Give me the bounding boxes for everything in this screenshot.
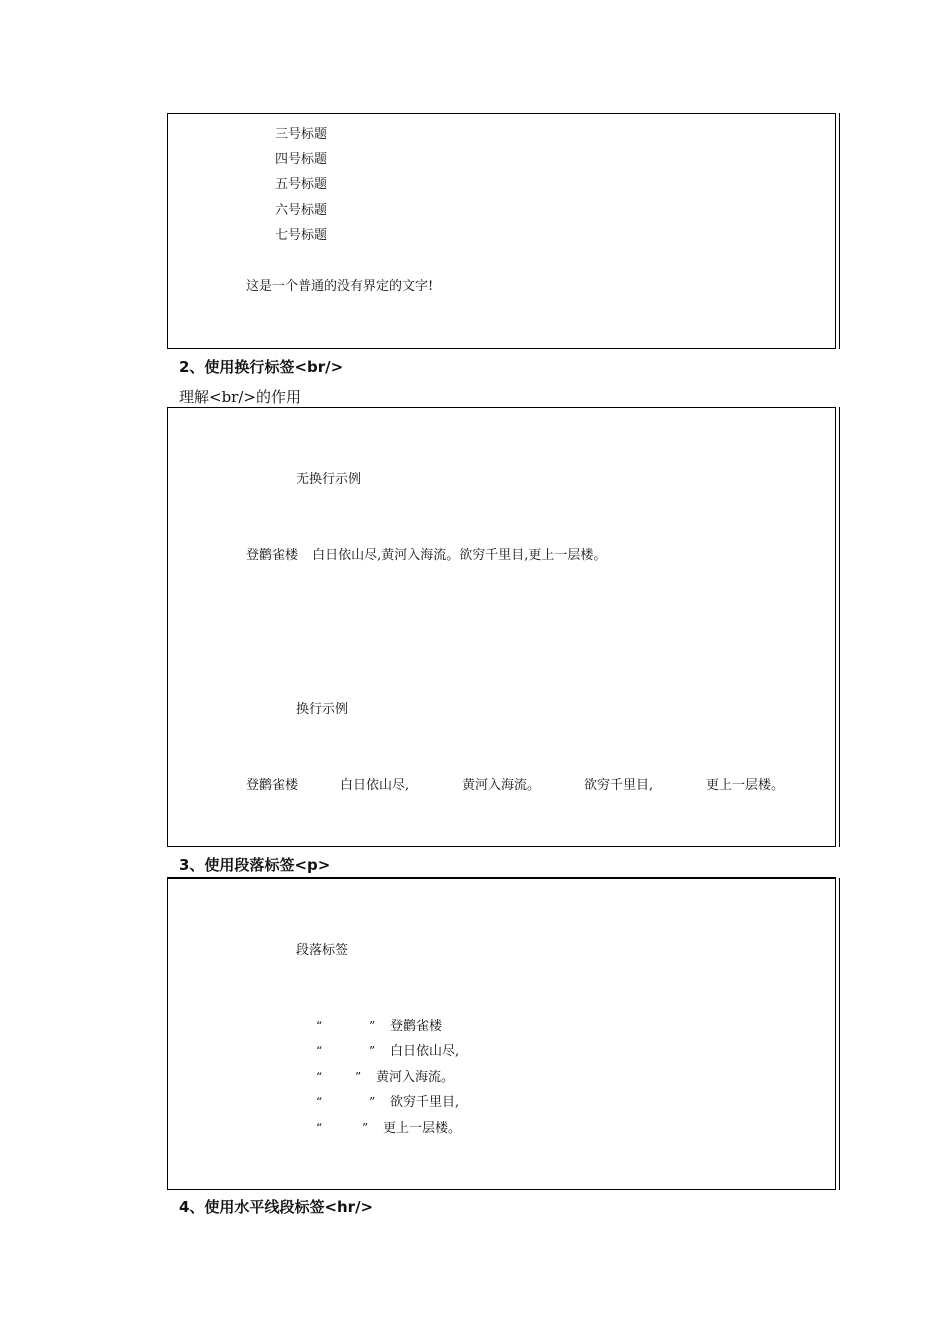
heading-3: 三号标题 — [275, 127, 328, 142]
open-quote-4: “ — [316, 1095, 323, 1109]
heading-7: 七号标题 — [275, 228, 328, 243]
break-line-5: 更上一层楼。 — [706, 778, 785, 793]
section-3-title: 3、使用段落标签<p> — [179, 856, 331, 874]
close-quote-1: ” — [369, 1019, 376, 1033]
section-2-title: 2、使用换行标签<br/> — [179, 358, 344, 376]
break-line-1: 登鹳雀楼 — [246, 778, 299, 793]
close-quote-2: ” — [369, 1044, 376, 1058]
paragraph-line-1: 登鹳雀楼 — [390, 1019, 443, 1034]
no-break-title: 无换行示例 — [296, 472, 362, 487]
paragraph-line-3: 黄河入海流。 — [376, 1070, 455, 1085]
break-line-4: 欲穷千里目, — [584, 778, 654, 793]
open-quote-1: “ — [316, 1019, 323, 1033]
open-quote-2: “ — [316, 1044, 323, 1058]
paragraph-line-2: 白日依山尽, — [390, 1044, 460, 1059]
paragraph-line-4: 欲穷千里目, — [390, 1095, 460, 1110]
open-quote-5: “ — [316, 1121, 323, 1135]
paragraph-title: 段落标签 — [296, 943, 349, 958]
section-4-title: 4、使用水平线段标签<hr/> — [179, 1198, 374, 1216]
heading-demo-box — [167, 113, 836, 349]
break-title: 换行示例 — [296, 702, 349, 717]
plain-text: 这是一个普通的没有界定的文字! — [246, 279, 434, 294]
line-break-demo-box — [167, 407, 836, 847]
break-line-2: 白日依山尽, — [340, 778, 410, 793]
close-quote-3: ” — [355, 1070, 362, 1084]
no-break-poem: 登鹳雀楼 白日依山尽,黄河入海流。欲穷千里目,更上一层楼。 — [246, 548, 607, 563]
close-quote-5: ” — [362, 1121, 369, 1135]
section-2-subtitle: 理解<br/>的作用 — [179, 388, 301, 406]
paragraph-line-5: 更上一层楼。 — [383, 1121, 462, 1136]
heading-6: 六号标题 — [275, 203, 328, 218]
close-quote-4: ” — [369, 1095, 376, 1109]
break-line-3: 黄河入海流。 — [462, 778, 541, 793]
heading-4: 四号标题 — [275, 152, 328, 167]
paragraph-demo-box — [167, 877, 836, 1190]
heading-5: 五号标题 — [275, 177, 328, 192]
open-quote-3: “ — [316, 1070, 323, 1084]
